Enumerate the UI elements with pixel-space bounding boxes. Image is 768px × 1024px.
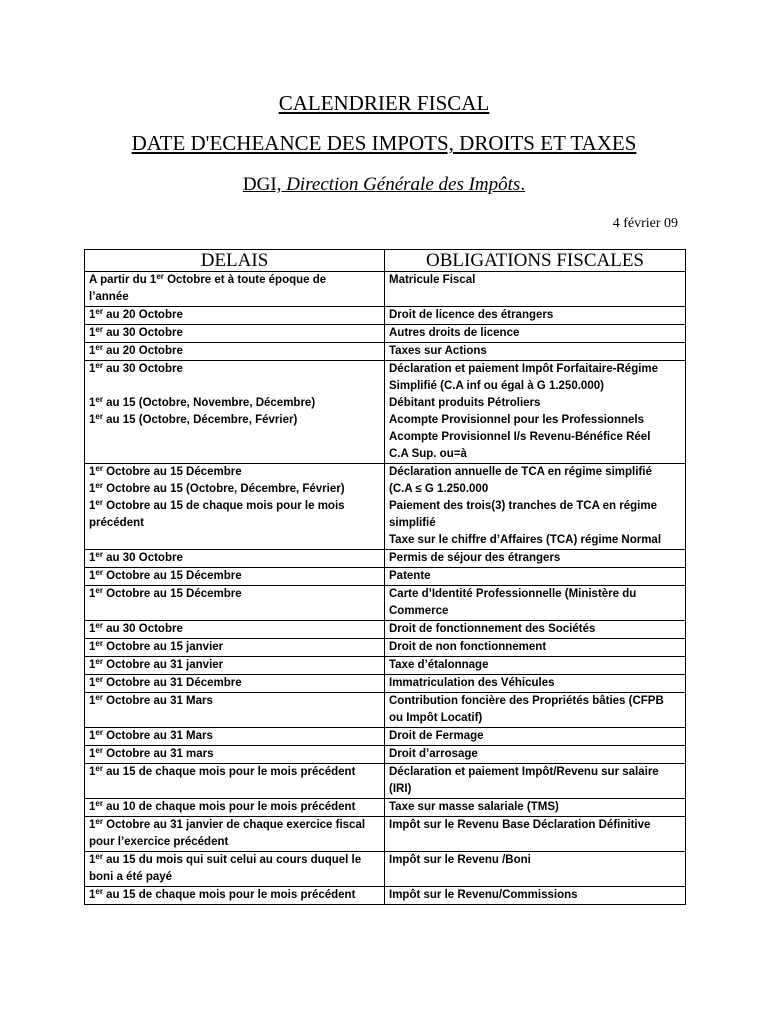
obligation-entry: Taxes sur Actions — [389, 345, 487, 357]
table-row — [85, 693, 686, 728]
delais-entry: 1er Octobre au 15 Décembre — [89, 464, 242, 478]
table-row — [85, 764, 686, 799]
table-row — [85, 852, 686, 887]
delais-entry: 1er au 15 de chaque mois pour le mois précédent — [89, 764, 356, 778]
delais-cell — [85, 675, 385, 693]
obligation-entry: Taxe d’étalonnage — [389, 659, 489, 671]
delais-entry: 1er au 15 de chaque mois pour le mois précédent — [89, 887, 356, 901]
obligations-cell — [385, 852, 686, 887]
obligation-entry: Impôt sur le Revenu/Commissions — [389, 889, 578, 901]
table-row — [85, 586, 686, 621]
delais-cell — [85, 464, 385, 550]
table-row — [85, 361, 686, 464]
table-row — [85, 657, 686, 675]
table-row — [85, 817, 686, 852]
obligation-entry: Impôt sur le Revenu /Boni — [389, 854, 531, 866]
obligation-entry: Patente — [389, 570, 431, 582]
delais-entry: 1er Octobre au 31 Mars — [89, 728, 213, 742]
table-row — [85, 675, 686, 693]
obligation-entry: Autres droits de licence — [389, 327, 520, 339]
delais-cell — [85, 307, 385, 325]
obligation-entry: Déclaration et paiement Impôt Forfaitaire-Régime Simplifié (C.A inf ou égal à G 1.250.000) — [389, 363, 659, 392]
obligation-entry: Droit de licence des étrangers — [389, 309, 554, 321]
document-title: CALENDRIER FISCAL — [278, 91, 490, 115]
obligation-entry: Acompte Provisionnel I/s Revenu-Bénéfice Réel C.A Sup. ou=à — [389, 431, 651, 460]
table-header-row — [85, 250, 686, 272]
delais-entry: 1er au 30 Octobre — [89, 621, 183, 635]
obligation-entry: Paiement des trois(3) tranches de TCA en régime simplifié — [389, 500, 657, 529]
document-date: 4 février 09 — [612, 216, 678, 231]
delais-cell — [85, 764, 385, 799]
obligation-entry: Déclaration annuelle de TCA en régime simplifié (C.A ≤ G 1.250.000 — [389, 466, 652, 495]
delais-cell — [85, 272, 385, 307]
delais-cell — [85, 361, 385, 464]
table-row — [85, 325, 686, 343]
delais-cell — [85, 728, 385, 746]
obligation-entry: Carte d’Identité Professionnelle (Ministère du Commerce — [389, 588, 637, 617]
delais-cell — [85, 586, 385, 621]
obligation-entry: Permis de séjour des étrangers — [389, 552, 561, 564]
delais-entry: 1er au 15 (Octobre, Novembre, Décembre) — [89, 395, 316, 409]
delais-entry: 1er au 30 Octobre — [89, 325, 183, 339]
authority-abbreviation: DGI, — [242, 174, 282, 195]
obligation-entry: Matricule Fiscal — [389, 274, 476, 286]
delais-cell — [85, 799, 385, 817]
obligations-cell — [385, 639, 686, 657]
delais-entry: 1er Octobre au 31 mars — [89, 746, 214, 760]
obligations-cell — [385, 568, 686, 586]
obligation-entry: Débitant produits Pétroliers — [389, 397, 541, 409]
delais-entry: 1er Octobre au 15 de chaque mois pour le mois précédent — [89, 498, 345, 529]
table-row — [85, 343, 686, 361]
table-body — [85, 272, 686, 905]
delais-cell — [85, 639, 385, 657]
delais-entry: 1er Octobre au 31 Mars — [89, 693, 213, 707]
authority-name: Direction Générale des Impôts — [286, 174, 521, 195]
obligations-cell — [385, 343, 686, 361]
obligations-cell — [385, 817, 686, 852]
obligations-cell — [385, 657, 686, 675]
obligations-cell — [385, 272, 686, 307]
delais-entry: 1er Octobre au 31 Décembre — [89, 675, 242, 689]
obligation-entry: Droit de fonctionnement des Sociétés — [389, 623, 596, 635]
obligation-entry: Immatriculation des Véhicules — [389, 677, 555, 689]
delais-cell — [85, 621, 385, 639]
delais-entry: 1er Octobre au 15 janvier — [89, 639, 224, 653]
table-row — [85, 464, 686, 550]
delais-entry: 1er Octobre au 15 (Octobre, Décembre, Février) — [89, 481, 345, 495]
table-row — [85, 799, 686, 817]
obligation-entry: Taxe sur masse salariale (TMS) — [389, 801, 559, 813]
delais-entry: 1er au 20 Octobre — [89, 307, 183, 321]
table-row — [85, 728, 686, 746]
obligations-cell — [385, 464, 686, 550]
delais-cell — [85, 817, 385, 852]
obligations-cell — [385, 675, 686, 693]
delais-cell — [85, 550, 385, 568]
table-row — [85, 746, 686, 764]
document-subtitle: DATE D'ECHEANCE DES IMPOTS, DROITS ET TAXES — [131, 131, 637, 155]
obligations-cell — [385, 621, 686, 639]
obligations-cell — [385, 728, 686, 746]
obligations-cell — [385, 307, 686, 325]
obligation-entry: Impôt sur le Revenu Base Déclaration Définitive — [389, 819, 651, 831]
issuing-authority: DGI, Direction Générale des Impôts. — [242, 174, 526, 195]
obligations-cell — [385, 361, 686, 464]
column-header-obligations: OBLIGATIONS FISCALES — [385, 250, 686, 272]
table-row — [85, 887, 686, 905]
delais-cell — [85, 746, 385, 764]
delais-entry: 1er au 30 Octobre — [89, 550, 183, 564]
delais-entry: 1er Octobre au 15 Décembre — [89, 586, 242, 600]
table-row — [85, 272, 686, 307]
obligations-cell — [385, 586, 686, 621]
column-header-delais: DELAIS — [85, 250, 385, 272]
delais-entry: 1er Octobre au 31 janvier — [89, 657, 224, 671]
obligations-cell — [385, 764, 686, 799]
table-row — [85, 639, 686, 657]
obligation-entry: Acompte Provisionnel pour les Professionnels — [389, 414, 644, 426]
table-row — [85, 307, 686, 325]
obligation-entry: Droit d’arrosage — [389, 748, 478, 760]
delais-entry: 1er au 30 Octobre — [89, 361, 183, 375]
delais-entry: 1er Octobre au 31 janvier de chaque exercice fiscal pour l’exercice précédent — [89, 817, 366, 848]
table-row — [85, 550, 686, 568]
delais-cell — [85, 852, 385, 887]
delais-cell — [85, 325, 385, 343]
delais-entry: 1er au 15 du mois qui suit celui au cours duquel le boni a été payé — [89, 852, 362, 883]
obligation-entry: Taxe sur le chiffre d’Affaires (TCA) régime Normal — [389, 534, 662, 546]
fiscal-calendar-table — [84, 249, 686, 905]
obligation-entry: Droit de non fonctionnement — [389, 641, 547, 653]
table-row — [85, 621, 686, 639]
obligation-entry: Droit de Fermage — [389, 730, 484, 742]
obligations-cell — [385, 799, 686, 817]
delais-cell — [85, 568, 385, 586]
obligation-entry: Déclaration et paiement Impôt/Revenu sur salaire (IRI) — [389, 766, 659, 795]
delais-cell — [85, 657, 385, 675]
obligation-entry: Contribution foncière des Propriétés bâties (CFPB ou Impôt Locatif) — [389, 695, 664, 724]
obligations-cell — [385, 887, 686, 905]
delais-cell — [85, 693, 385, 728]
delais-cell — [85, 343, 385, 361]
obligations-cell — [385, 550, 686, 568]
delais-entry: 1er au 20 Octobre — [89, 343, 183, 357]
obligations-cell — [385, 325, 686, 343]
delais-entry: A partir du 1er Octobre et à toute époque de l’année — [89, 272, 327, 303]
obligations-cell — [385, 746, 686, 764]
table-row — [85, 568, 686, 586]
obligations-cell — [385, 693, 686, 728]
delais-entry: 1er au 10 de chaque mois pour le mois précédent — [89, 799, 356, 813]
delais-entry: 1er au 15 (Octobre, Décembre, Février) — [89, 412, 298, 426]
delais-cell — [85, 887, 385, 905]
delais-entry: 1er Octobre au 15 Décembre — [89, 568, 242, 582]
